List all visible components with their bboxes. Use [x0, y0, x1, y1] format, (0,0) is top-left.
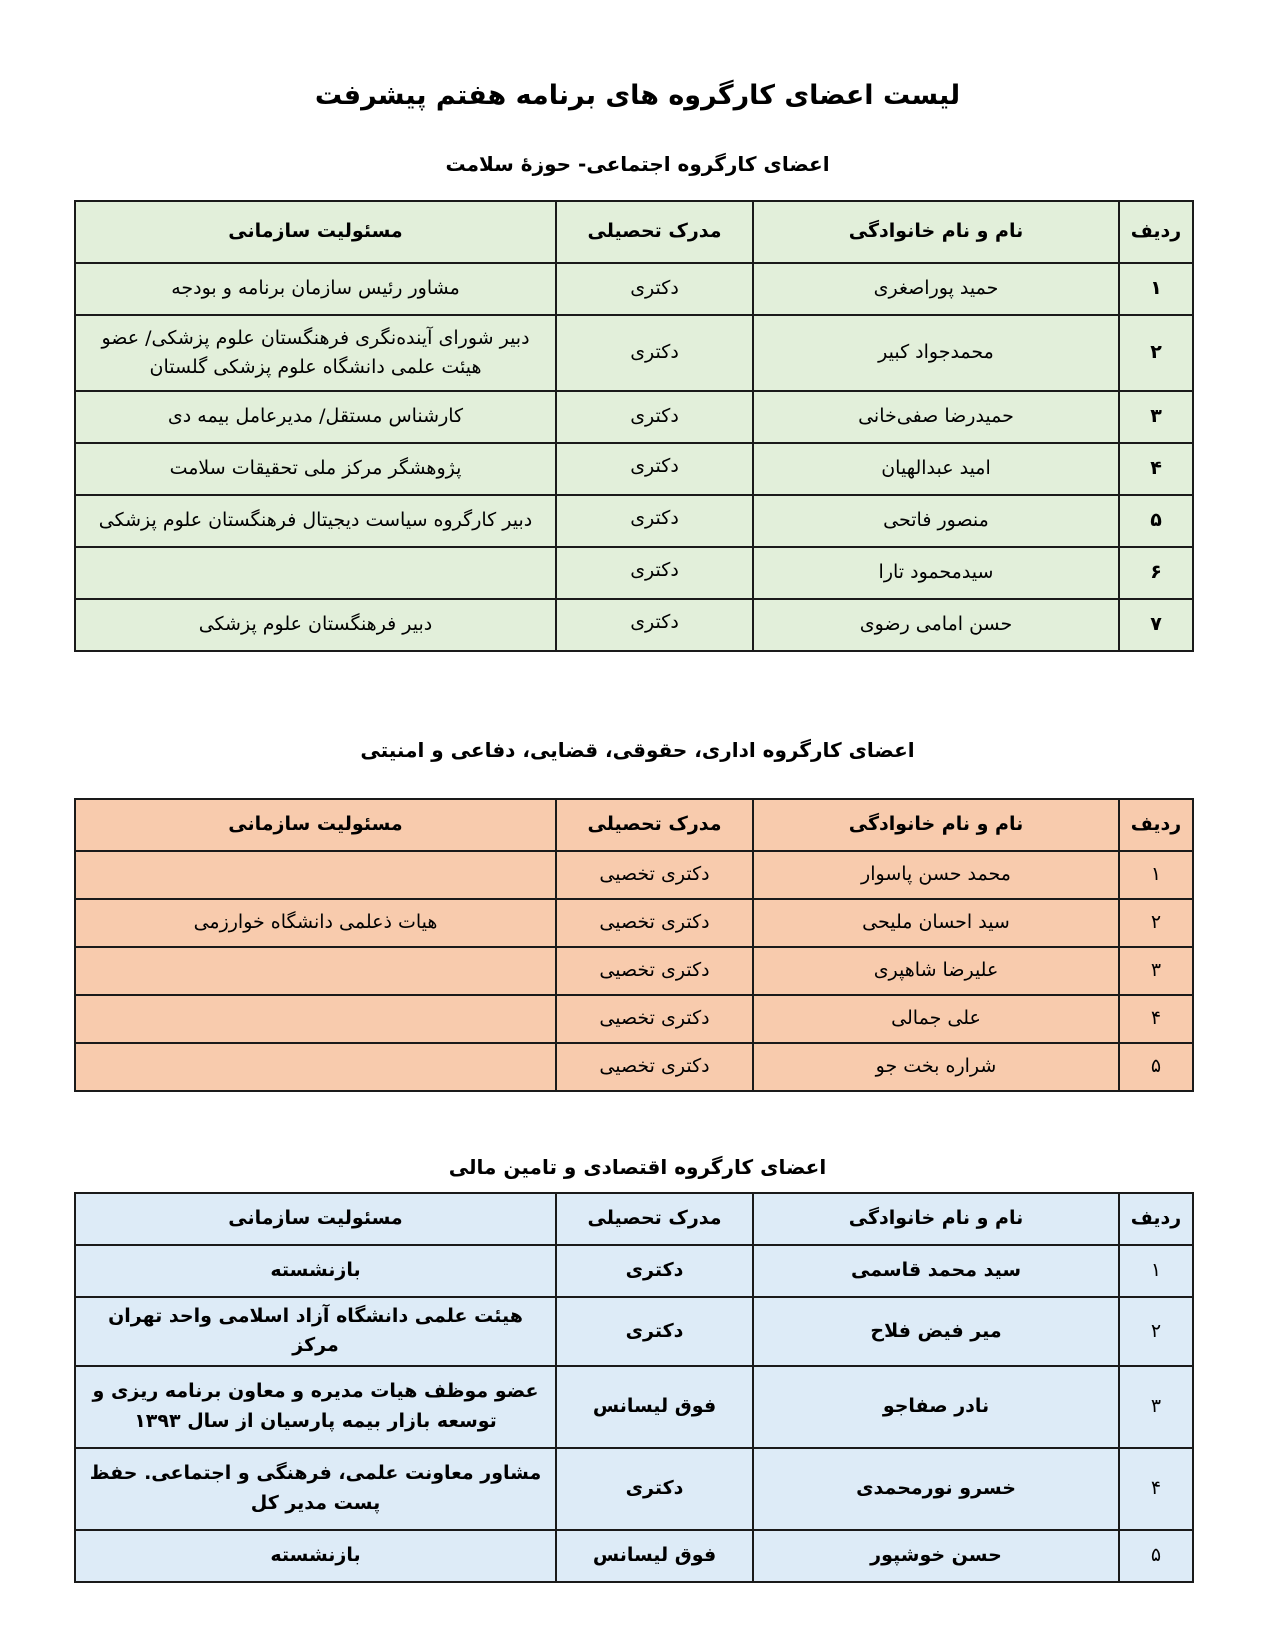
table-row	[75, 1245, 1193, 1297]
table-header-row	[75, 201, 1193, 263]
row-name: حسن امامی رضوی	[753, 599, 1119, 651]
table-row	[75, 851, 1193, 899]
row-degree: دکتری	[556, 1448, 753, 1530]
row-degree: دکتری	[556, 1297, 753, 1366]
row-name: خسرو نورمحمدی	[753, 1448, 1119, 1530]
row-degree: دکتری	[556, 1245, 753, 1297]
table-row	[75, 547, 1193, 599]
row-radif: ۶	[1119, 547, 1193, 599]
row-name: محمدجواد کبیر	[753, 315, 1119, 391]
row-role: دبیر شورای آینده‌نگری فرهنگستان علوم پزشکی/ عضو هیئت علمی دانشگاه علوم پزشکی گلستان	[75, 315, 556, 391]
header-radif: ردیف	[1119, 799, 1193, 851]
table-health	[74, 200, 1194, 652]
table-header-row	[75, 1193, 1193, 1245]
row-degree: دکتری تخصیی	[556, 851, 753, 899]
row-radif: ۳	[1119, 391, 1193, 443]
table-row	[75, 995, 1193, 1043]
header-role: مسئولیت سازمانی	[75, 1193, 556, 1245]
header-degree: مدرک تحصیلی	[556, 201, 753, 263]
row-degree: دکتری	[556, 391, 753, 443]
row-name: سیدمحمود تارا	[753, 547, 1119, 599]
row-degree: دکتری	[556, 547, 753, 599]
row-degree: دکتری	[556, 263, 753, 315]
row-degree: دکتری تخصیی	[556, 947, 753, 995]
row-role: مشاور معاونت علمی، فرهنگی و اجتماعی. حفظ پست مدیر کل	[75, 1448, 556, 1530]
header-degree: مدرک تحصیلی	[556, 799, 753, 851]
row-name: حمیدرضا صفی‌خانی	[753, 391, 1119, 443]
table-row	[75, 1448, 1193, 1530]
row-radif: ۵	[1119, 1043, 1193, 1091]
row-degree: دکتری	[556, 443, 753, 495]
row-role: پژوهشگر مرکز ملی تحقیقات سلامت	[75, 443, 556, 495]
row-degree: دکتری	[556, 495, 753, 547]
row-name: حسن خوشپور	[753, 1530, 1119, 1582]
row-role: دبیر کارگروه سیاست دیجیتال فرهنگستان علوم پزشکی	[75, 495, 556, 547]
row-radif: ۱	[1119, 1245, 1193, 1297]
row-radif: ۱	[1119, 851, 1193, 899]
table-row	[75, 899, 1193, 947]
row-name: امید عبدالهیان	[753, 443, 1119, 495]
row-degree: دکتری	[556, 599, 753, 651]
header-radif: ردیف	[1119, 201, 1193, 263]
row-degree: فوق لیسانس	[556, 1530, 753, 1582]
table-row	[75, 391, 1193, 443]
row-role	[75, 1043, 556, 1091]
table-row	[75, 1297, 1193, 1366]
document-title: لیست اعضای کارگروه های برنامه هفتم پیشرفت	[314, 80, 961, 111]
row-radif: ۲	[1119, 899, 1193, 947]
header-role: مسئولیت سازمانی	[75, 799, 556, 851]
row-radif: ۲	[1119, 1297, 1193, 1366]
section-title-economic: اعضای کارگروه اقتصادی و تامین مالی	[448, 1155, 827, 1179]
table-row	[75, 1043, 1193, 1091]
row-role	[75, 547, 556, 599]
row-name: نادر صفاجو	[753, 1366, 1119, 1448]
header-radif: ردیف	[1119, 1193, 1193, 1245]
row-degree: دکتری تخصیی	[556, 995, 753, 1043]
row-role	[75, 851, 556, 899]
row-degree: دکتری تخصیی	[556, 899, 753, 947]
table-row	[75, 443, 1193, 495]
section-title-admin: اعضای کارگروه اداری، حقوقی، قضایی، دفاعی و امنیتی	[360, 738, 915, 762]
row-role: بازنشسته	[75, 1245, 556, 1297]
table-row	[75, 263, 1193, 315]
header-role: مسئولیت سازمانی	[75, 201, 556, 263]
row-role	[75, 947, 556, 995]
table-row	[75, 599, 1193, 651]
row-radif: ۴	[1119, 443, 1193, 495]
row-name: سید احسان ملیحی	[753, 899, 1119, 947]
row-name: محمد حسن پاسوار	[753, 851, 1119, 899]
row-name: سید محمد قاسمی	[753, 1245, 1119, 1297]
row-role: مشاور رئیس سازمان برنامه و بودجه	[75, 263, 556, 315]
row-radif: ۴	[1119, 1448, 1193, 1530]
row-role: کارشناس مستقل/ مدیرعامل بیمه دی	[75, 391, 556, 443]
row-role: بازنشسته	[75, 1530, 556, 1582]
table-row	[75, 495, 1193, 547]
row-radif: ۵	[1119, 1530, 1193, 1582]
header-name: نام و نام خانوادگی	[753, 201, 1119, 263]
row-radif: ۷	[1119, 599, 1193, 651]
row-name: علی جمالی	[753, 995, 1119, 1043]
table-economic	[74, 1192, 1194, 1583]
row-role: عضو موظف هیات مدیره و معاون برنامه ریزی و توسعه بازار بیمه پارسیان از سال ۱۳۹۳	[75, 1366, 556, 1448]
table-header-row	[75, 799, 1193, 851]
section-title-health: اعضای کارگروه اجتماعی- حوزۀ سلامت	[445, 152, 830, 176]
row-name: علیرضا شاهپری	[753, 947, 1119, 995]
row-name: حمید پوراصغری	[753, 263, 1119, 315]
header-name: نام و نام خانوادگی	[753, 799, 1119, 851]
row-role: هیات ذعلمی دانشگاه خوارزمی	[75, 899, 556, 947]
row-role	[75, 995, 556, 1043]
row-radif: ۱	[1119, 263, 1193, 315]
row-name: منصور فاتحی	[753, 495, 1119, 547]
row-degree: دکتری تخصیی	[556, 1043, 753, 1091]
table-row	[75, 1366, 1193, 1448]
row-radif: ۵	[1119, 495, 1193, 547]
table-row	[75, 1530, 1193, 1582]
header-degree: مدرک تحصیلی	[556, 1193, 753, 1245]
row-radif: ۳	[1119, 947, 1193, 995]
table-admin	[74, 798, 1194, 1092]
row-radif: ۴	[1119, 995, 1193, 1043]
row-name: شراره بخت جو	[753, 1043, 1119, 1091]
row-role: دبیر فرهنگستان علوم پزشکی	[75, 599, 556, 651]
row-degree: فوق لیسانس	[556, 1366, 753, 1448]
row-radif: ۳	[1119, 1366, 1193, 1448]
row-role: هیئت علمی دانشگاه آزاد اسلامی واحد تهران مرکز	[75, 1297, 556, 1366]
table-row	[75, 315, 1193, 391]
row-name: میر فیض فلاح	[753, 1297, 1119, 1366]
row-degree: دکتری	[556, 315, 753, 391]
table-row	[75, 947, 1193, 995]
header-name: نام و نام خانوادگی	[753, 1193, 1119, 1245]
row-radif: ۲	[1119, 315, 1193, 391]
